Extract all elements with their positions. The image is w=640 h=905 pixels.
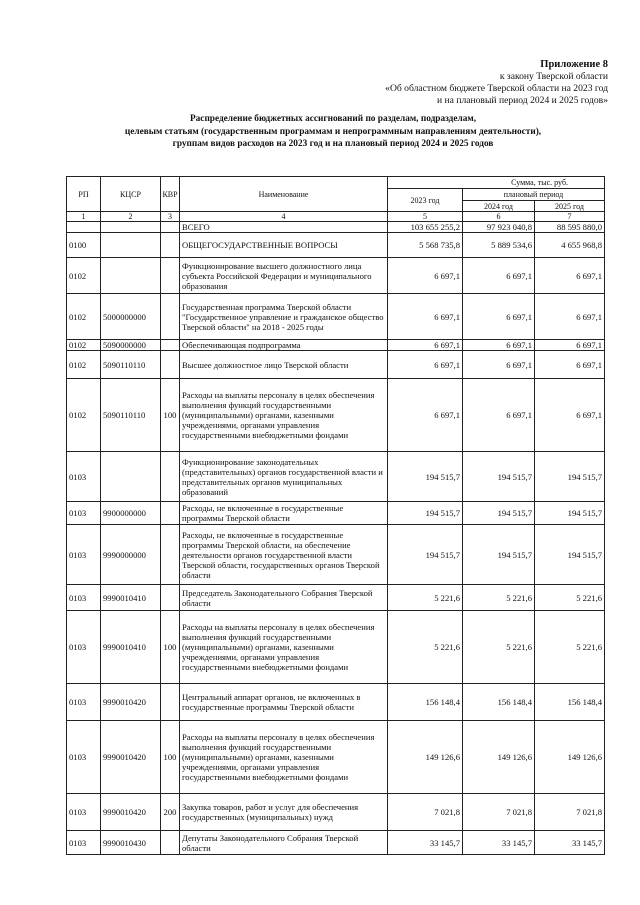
cell-kcsr: 5000000000 bbox=[101, 294, 161, 340]
column-number: 4 bbox=[180, 212, 388, 222]
appendix-number: Приложение 8 bbox=[540, 59, 608, 70]
cell-name: Высшее должностное лицо Тверской области bbox=[180, 351, 388, 379]
cell-2023: 149 126,6 bbox=[388, 721, 463, 794]
cell-2024: 5 889 534,6 bbox=[463, 233, 535, 258]
cell-kvr bbox=[161, 831, 180, 855]
table-row bbox=[67, 351, 605, 379]
header-name: Наименование bbox=[180, 177, 388, 212]
cell-rp: 0103 bbox=[67, 525, 101, 585]
table-row bbox=[67, 222, 605, 233]
cell-kcsr: 9990010420 bbox=[101, 721, 161, 794]
cell-2025: 194 515,7 bbox=[535, 452, 605, 502]
cell-kvr bbox=[161, 525, 180, 585]
title-line-3: группам видов расходов на 2023 год и на плановый период 2024 и 2025 годов bbox=[172, 139, 494, 150]
table-row bbox=[67, 502, 605, 525]
cell-kvr bbox=[161, 351, 180, 379]
column-number: 6 bbox=[463, 212, 535, 222]
cell-rp: 0102 bbox=[67, 379, 101, 452]
cell-kvr: 100 bbox=[161, 379, 180, 452]
cell-rp: 0103 bbox=[67, 721, 101, 794]
cell-name: Функционирование законодательных (представительных) органов государственной власти и представительных органов муниципальных образований bbox=[180, 452, 388, 502]
header-sum: Сумма, тыс. руб. bbox=[388, 177, 605, 189]
cell-rp: 0103 bbox=[67, 794, 101, 831]
header-plan-period: плановый период bbox=[463, 189, 605, 201]
cell-kcsr: 5090110110 bbox=[101, 351, 161, 379]
table-row bbox=[67, 258, 605, 294]
cell-rp: 0103 bbox=[67, 684, 101, 721]
cell-2023: 5 568 735,8 bbox=[388, 233, 463, 258]
cell-name: Центральный аппарат органов, не включенных в государственные программы Тверской области bbox=[180, 684, 388, 721]
cell-name: ВСЕГО bbox=[180, 222, 388, 233]
table-row bbox=[67, 684, 605, 721]
header-2024: 2024 год bbox=[463, 201, 535, 212]
cell-name: Функционирование высшего должностного лица субъекта Российской Федерации и муниципального образования bbox=[180, 258, 388, 294]
cell-2025: 7 021,8 bbox=[535, 794, 605, 831]
cell-2025: 6 697,1 bbox=[535, 340, 605, 351]
cell-2023: 33 145,7 bbox=[388, 831, 463, 855]
cell-kvr bbox=[161, 340, 180, 351]
cell-name: Председатель Законодательного Собрания Тверской области bbox=[180, 585, 388, 611]
cell-2025: 5 221,6 bbox=[535, 585, 605, 611]
cell-kvr: 100 bbox=[161, 611, 180, 684]
cell-rp: 0102 bbox=[67, 258, 101, 294]
cell-2023: 194 515,7 bbox=[388, 502, 463, 525]
cell-2025: 6 697,1 bbox=[535, 294, 605, 340]
header-2025: 2025 год bbox=[535, 201, 605, 212]
appendix-line-1: к закону Тверской области bbox=[499, 71, 608, 82]
cell-2025: 33 145,7 bbox=[535, 831, 605, 855]
cell-name: Расходы на выплаты персоналу в целях обеспечения выполнения функций государственными (муниципальными) органами, казенными учреждениями, органами управления государственными внебюджетными фондами bbox=[180, 611, 388, 684]
cell-rp: 0103 bbox=[67, 502, 101, 525]
cell-name: Расходы, не включенные в государственные программы Тверской области bbox=[180, 502, 388, 525]
column-number: 7 bbox=[535, 212, 605, 222]
cell-kvr bbox=[161, 502, 180, 525]
cell-2024: 5 221,6 bbox=[463, 611, 535, 684]
cell-2023: 156 148,4 bbox=[388, 684, 463, 721]
cell-2024: 6 697,1 bbox=[463, 379, 535, 452]
cell-2023: 7 021,8 bbox=[388, 794, 463, 831]
cell-rp: 0100 bbox=[67, 233, 101, 258]
column-number: 3 bbox=[161, 212, 180, 222]
cell-name: Закупка товаров, работ и услуг для обеспечения государственных (муниципальных) нужд bbox=[180, 794, 388, 831]
cell-kcsr bbox=[101, 233, 161, 258]
cell-2025: 149 126,6 bbox=[535, 721, 605, 794]
table-row bbox=[67, 294, 605, 340]
cell-kvr bbox=[161, 452, 180, 502]
cell-kvr bbox=[161, 294, 180, 340]
cell-2024: 194 515,7 bbox=[463, 502, 535, 525]
cell-2024: 6 697,1 bbox=[463, 258, 535, 294]
appendix-line-2: «Об областном бюджете Тверской области на 2023 год bbox=[385, 83, 608, 94]
cell-kcsr bbox=[101, 452, 161, 502]
cell-kcsr bbox=[101, 222, 161, 233]
cell-2025: 194 515,7 bbox=[535, 502, 605, 525]
cell-2023: 194 515,7 bbox=[388, 525, 463, 585]
table-row bbox=[67, 525, 605, 585]
table-row bbox=[67, 379, 605, 452]
cell-2023: 6 697,1 bbox=[388, 294, 463, 340]
cell-2024: 7 021,8 bbox=[463, 794, 535, 831]
cell-2023: 5 221,6 bbox=[388, 611, 463, 684]
cell-2025: 194 515,7 bbox=[535, 525, 605, 585]
cell-name: Депутаты Законодательного Собрания Тверской области bbox=[180, 831, 388, 855]
cell-2025: 4 655 968,8 bbox=[535, 233, 605, 258]
cell-name: Государственная программа Тверской области "Государственное управление и гражданское общество Тверской области" на 2018 - 2025 годы bbox=[180, 294, 388, 340]
cell-rp: 0103 bbox=[67, 831, 101, 855]
cell-name: ОБЩЕГОСУДАРСТВЕННЫЕ ВОПРОСЫ bbox=[180, 233, 388, 258]
cell-2024: 149 126,6 bbox=[463, 721, 535, 794]
appendix-header bbox=[385, 58, 608, 107]
column-number: 5 bbox=[388, 212, 463, 222]
cell-kcsr bbox=[101, 258, 161, 294]
cell-2023: 5 221,6 bbox=[388, 585, 463, 611]
cell-rp: 0102 bbox=[67, 340, 101, 351]
table-row bbox=[67, 585, 605, 611]
cell-rp: 0103 bbox=[67, 585, 101, 611]
column-number: 2 bbox=[101, 212, 161, 222]
document-title bbox=[60, 113, 606, 151]
cell-2025: 156 148,4 bbox=[535, 684, 605, 721]
cell-2023: 194 515,7 bbox=[388, 452, 463, 502]
cell-name: Расходы, не включенные в государственные программы Тверской области, на обеспечение деятельности органов государственной власти Тверской области, государственных органов Тверской области bbox=[180, 525, 388, 585]
cell-2023: 6 697,1 bbox=[388, 351, 463, 379]
cell-2024: 194 515,7 bbox=[463, 452, 535, 502]
cell-kcsr: 9990010410 bbox=[101, 611, 161, 684]
cell-name: Расходы на выплаты персоналу в целях обеспечения выполнения функций государственными (муниципальными) органами, казенными учреждениями, органами управления государственными внебюджетными фондами bbox=[180, 379, 388, 452]
table-row bbox=[67, 611, 605, 684]
cell-name: Расходы на выплаты персоналу в целях обеспечения выполнения функций государственными (муниципальными) органами, казенными учреждениями, органами управления государственными внебюджетными фондами bbox=[180, 721, 388, 794]
cell-name: Обеспечивающая подпрограмма bbox=[180, 340, 388, 351]
cell-2023: 6 697,1 bbox=[388, 379, 463, 452]
cell-kvr: 100 bbox=[161, 721, 180, 794]
cell-2023: 6 697,1 bbox=[388, 340, 463, 351]
cell-2024: 33 145,7 bbox=[463, 831, 535, 855]
cell-2024: 6 697,1 bbox=[463, 294, 535, 340]
cell-kvr bbox=[161, 233, 180, 258]
cell-2023: 103 655 255,2 bbox=[388, 222, 463, 233]
cell-kcsr: 9990010410 bbox=[101, 585, 161, 611]
table-row bbox=[67, 340, 605, 351]
cell-kcsr: 9990010430 bbox=[101, 831, 161, 855]
cell-2024: 194 515,7 bbox=[463, 525, 535, 585]
cell-kcsr: 5090110110 bbox=[101, 379, 161, 452]
table-row bbox=[67, 452, 605, 502]
cell-2024: 6 697,1 bbox=[463, 340, 535, 351]
header-rp: РП bbox=[67, 177, 101, 212]
cell-rp: 0103 bbox=[67, 452, 101, 502]
cell-rp: 0103 bbox=[67, 611, 101, 684]
cell-kcsr: 9990000000 bbox=[101, 525, 161, 585]
cell-kcsr: 9990010420 bbox=[101, 684, 161, 721]
cell-2024: 97 923 040,8 bbox=[463, 222, 535, 233]
cell-2025: 5 221,6 bbox=[535, 611, 605, 684]
header-2023: 2023 год bbox=[388, 189, 463, 212]
cell-kvr bbox=[161, 684, 180, 721]
cell-2024: 6 697,1 bbox=[463, 351, 535, 379]
cell-2025: 6 697,1 bbox=[535, 351, 605, 379]
budget-table bbox=[66, 176, 605, 855]
cell-2025: 88 595 880,0 bbox=[535, 222, 605, 233]
cell-kvr bbox=[161, 222, 180, 233]
table-row bbox=[67, 233, 605, 258]
cell-2024: 156 148,4 bbox=[463, 684, 535, 721]
title-line-2: целевым статьям (государственным программам и непрограммным направлениям деятельности), bbox=[124, 126, 542, 137]
appendix-line-3: и на плановый период 2024 и 2025 годов» bbox=[437, 95, 608, 106]
cell-2023: 6 697,1 bbox=[388, 258, 463, 294]
cell-kvr: 200 bbox=[161, 794, 180, 831]
cell-kvr bbox=[161, 258, 180, 294]
header-kcsr: КЦСР bbox=[101, 177, 161, 212]
cell-rp bbox=[67, 222, 101, 233]
title-line-1: Распределение бюджетных ассигнований по разделам, подразделам, bbox=[189, 114, 477, 124]
cell-rp: 0102 bbox=[67, 294, 101, 340]
cell-2025: 6 697,1 bbox=[535, 379, 605, 452]
table-row bbox=[67, 794, 605, 831]
cell-kcsr: 9990010420 bbox=[101, 794, 161, 831]
cell-rp: 0102 bbox=[67, 351, 101, 379]
column-number: 1 bbox=[67, 212, 101, 222]
table-row bbox=[67, 831, 605, 855]
cell-kcsr: 9900000000 bbox=[101, 502, 161, 525]
cell-2025: 6 697,1 bbox=[535, 258, 605, 294]
cell-2024: 5 221,6 bbox=[463, 585, 535, 611]
table-body bbox=[67, 222, 605, 855]
cell-kvr bbox=[161, 585, 180, 611]
header-kvr: КВР bbox=[161, 177, 180, 212]
table-row bbox=[67, 721, 605, 794]
cell-kcsr: 5090000000 bbox=[101, 340, 161, 351]
